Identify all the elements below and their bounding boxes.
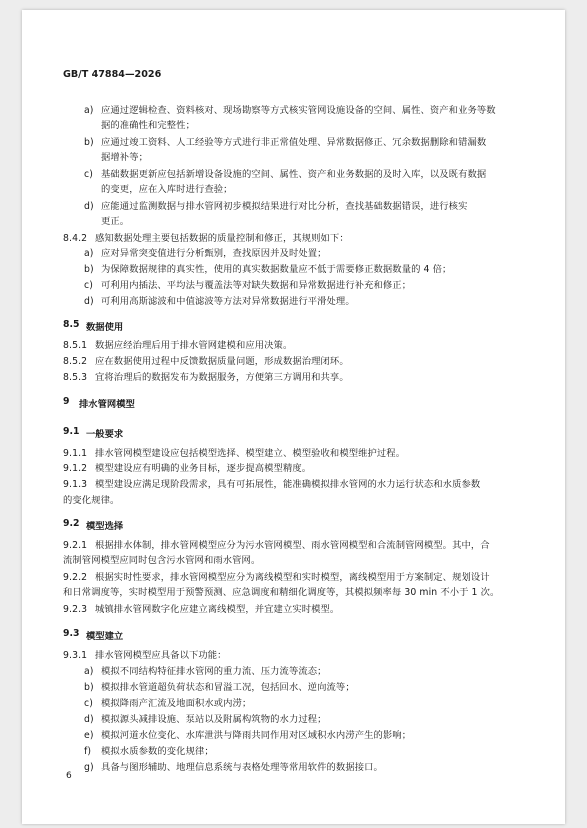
list-item-text: 更正。 [101, 216, 130, 227]
clause-number: 9.1.1 [63, 448, 88, 459]
section-number: 9.1 [63, 426, 80, 437]
clause-number: 9.1.3 [63, 479, 88, 490]
clause-number: 8.5.1 [63, 340, 88, 351]
list-item-label: g) [84, 762, 94, 773]
list-item-label: c) [84, 280, 93, 291]
chapter-number: 9 [63, 396, 70, 407]
section-title: 模型建立 [86, 631, 124, 642]
clause-text: 的变化规律。 [63, 495, 120, 506]
clause-number: 9.2.1 [63, 540, 88, 551]
list-item-text: 模拟水质参数的变化规律； [101, 746, 214, 757]
list-item-label: d) [84, 296, 94, 307]
clause-text: 排水管网模型建设应包括模型选择、模型建立、模型验收和模型维护过程。 [95, 448, 406, 459]
list-item-label: a) [84, 248, 94, 259]
list-item-text: 模拟河道水位变化、水库泄洪与降雨共同作用对区域积水内涝产生的影响； [101, 730, 412, 741]
clause-text: 和日常调度等，实时模型用于预警预测、应急调度和精细化调度等，其模拟频率每 30 min 不小于 1 次。 [63, 587, 500, 598]
list-item-label: d) [84, 714, 94, 725]
clause-number: 9.2.3 [63, 604, 88, 615]
section-title: 模型选择 [86, 521, 124, 532]
page-number: 6 [66, 771, 72, 781]
section-number: 8.5 [63, 319, 80, 330]
list-item-text: 模拟源头减排设施、泵站以及附属构筑物的水力过程； [101, 714, 327, 725]
document-page [22, 10, 565, 824]
list-item-text: 模拟降雨产汇流及地面积水或内涝； [101, 698, 252, 709]
list-item-text: 可利用高斯滤波和中值滤波等方法对异常数据进行平滑处理。 [101, 296, 355, 307]
section-number: 9.2 [63, 518, 80, 529]
list-item-label: a) [84, 105, 94, 116]
clause-number: 8.5.2 [63, 356, 88, 367]
clause-text: 流制管网模型应同时包含污水管网和雨水管网。 [63, 555, 261, 566]
list-item-text: 模拟排水管道超负荷状态和冒溢工况，包括回水、逆向流等； [101, 682, 355, 693]
list-item-text: 的变更，应在入库时进行查验； [101, 184, 233, 195]
list-item-label: e) [84, 730, 94, 741]
clause-text: 应在数据使用过程中反馈数据质量问题，形成数据治理闭环。 [95, 356, 349, 367]
list-item-text: 可利用内插法、平均法与覆盖法等对缺失数据和异常数据进行补充和修正； [101, 280, 412, 291]
clause-number: 9.1.2 [63, 463, 88, 474]
clause-text: 感知数据处理主要包括数据的质量控制和修正，其规则如下： [95, 233, 349, 244]
section-title: 一般要求 [86, 429, 124, 440]
list-item-text: 应能通过监测数据与排水管网初步模拟结果进行对比分析，查找基础数据错误，进行核实 [101, 201, 468, 212]
chapter-title: 排水管网模型 [79, 399, 135, 410]
clause-text: 模型建设应满足现阶段需求，具有可拓展性，能准确模拟排水管网的水力运行状态和水质参数 [95, 479, 481, 490]
list-item-label: d) [84, 201, 94, 212]
clause-number: 9.3.1 [63, 650, 88, 661]
list-item-text: 据增补等； [101, 152, 148, 163]
clause-number: 8.4.2 [63, 233, 88, 244]
list-item-text: 据的准确性和完整性； [101, 120, 195, 131]
clause-text: 模型建设应有明确的业务目标，逐步提高模型精度。 [95, 463, 312, 474]
clause-text: 根据排水体制，排水管网模型应分为污水管网模型、雨水管网模型和合流制管网模型。其中，合 [95, 540, 490, 551]
section-number: 9.3 [63, 628, 80, 639]
clause-text: 数据应经治理后用于排水管网建模和应用决策。 [95, 340, 293, 351]
list-item-text: 具备与图形辅助、地理信息系统与表格处理等常用软件的数据接口。 [101, 762, 383, 773]
list-item-text: 基础数据更新应包括新增设备设施的空间、属性、资产和业务数据的及时入库，以及既有数据 [101, 169, 487, 180]
clause-number: 8.5.3 [63, 372, 88, 383]
list-item-label: b) [84, 264, 94, 275]
list-item-label: c) [84, 698, 93, 709]
clause-text: 宜将治理后的数据发布为数据服务，方便第三方调用和共享。 [95, 372, 349, 383]
list-item-text: 为保障数据规律的真实性，使用的真实数据数量应不低于需要修正数据数量的 4 倍； [101, 264, 452, 275]
clause-text: 排水管网模型应具备以下功能： [95, 650, 227, 661]
list-item-label: a) [84, 666, 94, 677]
section-title: 数据使用 [86, 322, 124, 333]
clause-text: 城镇排水管网数字化应建立离线模型，并宜建立实时模型。 [95, 604, 340, 615]
list-item-text: 应通过竣工资料、人工经验等方式进行非正常值处理、异常数据修正、冗余数据删除和错漏数 [101, 137, 487, 148]
standard-number: GB/T 47884—2026 [63, 69, 162, 80]
clause-number: 9.2.2 [63, 572, 88, 583]
list-item-label: b) [84, 137, 94, 148]
clause-text: 根据实时性要求，排水管网模型应分为离线模型和实时模型，离线模型用于方案制定、规划设计 [95, 572, 490, 583]
list-item-label: f) [84, 746, 92, 757]
list-item-text: 应通过逻辑检查、资料核对、现场勘察等方式核实管网设施设备的空间、属性、资产和业务等数 [101, 105, 496, 116]
list-item-text: 模拟不同结构特征排水管网的重力流、压力流等流态； [101, 666, 327, 677]
list-item-label: c) [84, 169, 93, 180]
list-item-label: b) [84, 682, 94, 693]
list-item-text: 应对异常突变值进行分析甄别，查找原因并及时处置； [101, 248, 327, 259]
